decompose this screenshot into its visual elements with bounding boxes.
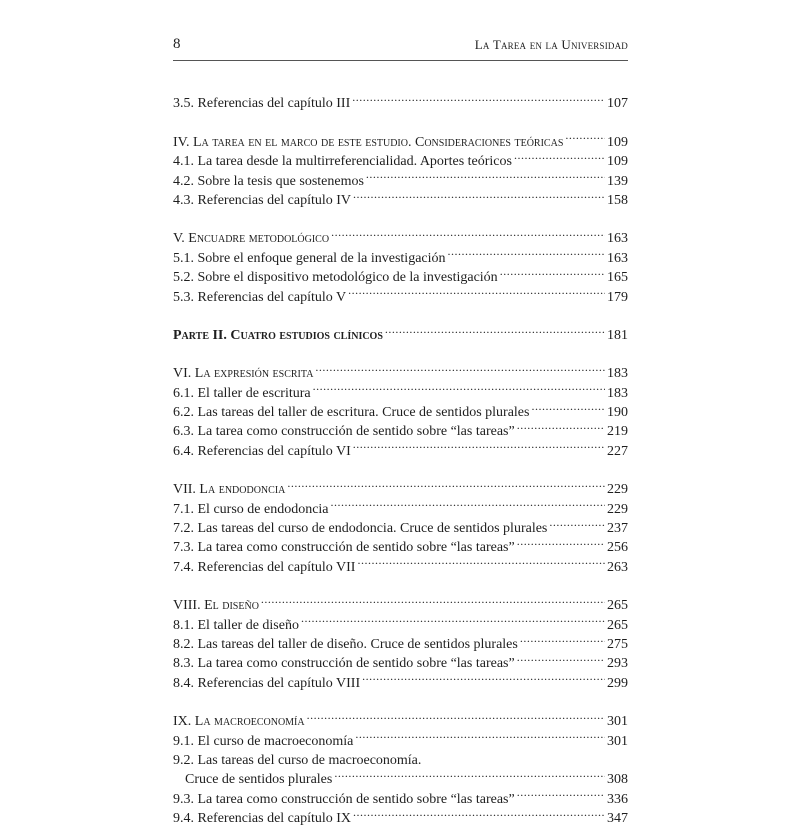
- toc-entry-page: 347: [607, 811, 628, 827]
- toc-entry-label: 4.3. Referencias del capítulo IV: [173, 192, 352, 208]
- page-number: 8: [173, 36, 181, 52]
- toc-entry-page: 237: [607, 521, 628, 537]
- toc-entry-page: 229: [607, 482, 628, 498]
- toc-chapter-heading: [173, 590, 628, 614]
- dot-leader: [307, 706, 605, 725]
- toc-entry-label: 7.1. El curso de endodoncia: [173, 501, 329, 517]
- dot-leader: [520, 629, 605, 648]
- toc-chapter-heading: [173, 126, 628, 150]
- toc-entry-label: 4.2. Sobre la tesis que sostenemos: [173, 173, 364, 189]
- toc-entry-label: 6.2. Las tareas del taller de escritura. Cruce de sentidos plurales: [173, 405, 530, 421]
- toc-entry-page: 336: [607, 791, 628, 807]
- toc-entry-label: V. Encuadre metodológico: [173, 231, 330, 247]
- toc-entry-label: IV. La tarea en el marco de este estudio. Consideraciones teóricas: [173, 134, 564, 150]
- dot-leader: [331, 493, 605, 512]
- toc-entry-page: 275: [607, 636, 628, 652]
- toc-entry-page: 263: [607, 559, 628, 575]
- dot-leader: [353, 435, 605, 454]
- dot-leader: [353, 803, 605, 822]
- toc-entry-label: 8.4. Referencias del capítulo VIII: [173, 675, 361, 691]
- toc-entry-page: 163: [607, 231, 628, 247]
- toc-entry-page: 265: [607, 617, 628, 633]
- dot-leader: [385, 320, 605, 339]
- dot-leader: [334, 764, 605, 783]
- toc-entry-label: VIII. El diseño: [173, 598, 259, 614]
- toc-entry-label: 7.3. La tarea como construcción de sentido sobre “las tareas”: [173, 540, 515, 556]
- toc-entry-label: Parte II. Cuatro estudios clínicos: [173, 327, 383, 343]
- toc-entry-page: 158: [607, 192, 628, 208]
- toc-entry-label: 8.2. Las tareas del taller de diseño. Cruce de sentidos plurales: [173, 636, 518, 652]
- running-head: La Tarea en la Universidad: [474, 37, 628, 52]
- dot-leader: [517, 532, 605, 551]
- header-rule: [173, 60, 628, 61]
- toc-entry-page: 256: [607, 540, 628, 556]
- dot-leader: [565, 126, 605, 145]
- dot-leader: [517, 416, 605, 435]
- toc-entry-page: 190: [607, 405, 628, 421]
- toc-entry-label: 9.2. Las tareas del curso de macroeconomía.: [173, 752, 422, 768]
- toc-entry: [173, 88, 628, 112]
- toc-entry-page: 229: [607, 501, 628, 517]
- toc-entry-label: 9.4. Referencias del capítulo IX: [173, 811, 352, 827]
- dot-leader: [352, 88, 605, 107]
- dot-leader: [331, 223, 605, 242]
- toc-entry-label: 6.4. Referencias del capítulo VI: [173, 443, 351, 459]
- dot-leader: [287, 474, 605, 493]
- toc-entry-page: 181: [607, 327, 628, 343]
- dot-leader: [517, 648, 605, 667]
- toc-entry-label: 8.1. El taller de diseño: [173, 617, 299, 633]
- table-of-contents: [173, 88, 628, 827]
- toc-entry-page: 139: [607, 173, 628, 189]
- toc-entry-label: 5.2. Sobre el dispositivo metodológico de la investigación: [173, 270, 498, 286]
- dot-leader: [366, 165, 605, 184]
- dot-leader: [261, 590, 605, 609]
- toc-chapter-heading: [173, 223, 628, 247]
- page-header: [173, 36, 628, 56]
- toc-entry-label: 4.1. La tarea desde la multirreferencialidad. Aportes teóricos: [173, 154, 512, 170]
- dot-leader: [353, 185, 605, 204]
- toc-entry-page: 219: [607, 424, 628, 440]
- toc-entry-label: IX. La macroeconomía: [173, 714, 305, 730]
- toc-entry-label: Cruce de sentidos plurales: [185, 772, 333, 788]
- toc-entry-label: 5.1. Sobre el enfoque general de la investigación: [173, 250, 446, 266]
- dot-leader: [448, 242, 605, 261]
- dot-leader: [348, 281, 605, 300]
- toc-entry-page: 227: [607, 443, 628, 459]
- toc-entry-label: VI. La expresión escrita: [173, 366, 314, 382]
- toc-entry-label: 7.2. Las tareas del curso de endodoncia. Cruce de sentidos plurales: [173, 521, 548, 537]
- toc-entry-page: 301: [607, 714, 628, 730]
- dot-leader: [362, 667, 605, 686]
- toc-entry-page: 183: [607, 385, 628, 401]
- dot-leader: [355, 725, 605, 744]
- toc-chapter-heading: [173, 474, 628, 498]
- toc-chapter-heading: [173, 358, 628, 382]
- toc-entry-label: 9.1. El curso de macroeconomía: [173, 733, 354, 749]
- toc-entry-page: 179: [607, 289, 628, 305]
- toc-entry-page: 163: [607, 250, 628, 266]
- toc-part-heading: [173, 320, 628, 343]
- dot-leader: [315, 358, 605, 377]
- toc-entry-label: 3.5. Referencias del capítulo III: [173, 96, 351, 112]
- dot-leader: [531, 397, 605, 416]
- dot-leader: [549, 513, 605, 532]
- toc-entry-page: 293: [607, 656, 628, 672]
- dot-leader: [423, 745, 626, 764]
- toc-entry-label: VII. La endodoncia: [173, 482, 286, 498]
- dot-leader: [313, 377, 605, 396]
- toc-entry-label: 7.4. Referencias del capítulo VII: [173, 559, 356, 575]
- toc-entry-page: 165: [607, 270, 628, 286]
- toc-entry-page: 308: [607, 772, 628, 788]
- toc-entry-label: 6.1. El taller de escritura: [173, 385, 311, 401]
- dot-leader: [301, 609, 605, 628]
- toc-entry-label: 5.3. Referencias del capítulo V: [173, 289, 347, 305]
- toc-entry-page: 299: [607, 675, 628, 691]
- toc-entry-label: 9.3. La tarea como construcción de sentido sobre “las tareas”: [173, 791, 515, 807]
- toc-entry-page: 109: [607, 154, 628, 170]
- dot-leader: [500, 262, 605, 281]
- toc-entry-page: 109: [607, 134, 628, 150]
- toc-entry-label: 6.3. La tarea como construcción de sentido sobre “las tareas”: [173, 424, 515, 440]
- toc-entry-page: 301: [607, 733, 628, 749]
- toc-chapter-heading: [173, 706, 628, 730]
- dot-leader: [357, 551, 605, 570]
- toc-entry-page: 107: [607, 96, 628, 112]
- toc-entry-label: 8.3. La tarea como construcción de sentido sobre “las tareas”: [173, 656, 515, 672]
- toc-entry-page: 183: [607, 366, 628, 382]
- toc-entry-page: 265: [607, 598, 628, 614]
- dot-leader: [514, 146, 605, 165]
